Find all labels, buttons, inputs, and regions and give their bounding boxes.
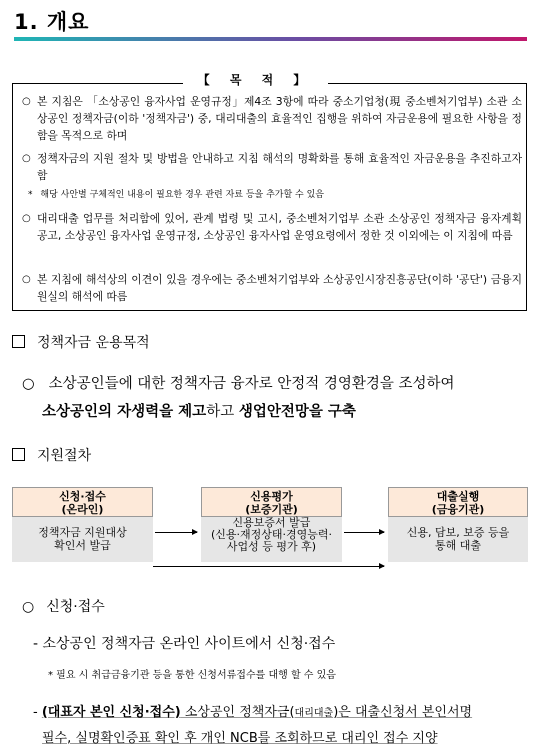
arrow-right-icon — [153, 566, 384, 567]
purpose-label: 【 목 적 】 — [183, 71, 328, 89]
title-underline — [14, 37, 527, 41]
stage-body: 정책자금 지원대상 확인서 발급 — [12, 517, 153, 562]
circle-bullet-icon: ○ — [22, 274, 31, 285]
arrow-right-icon — [344, 532, 384, 533]
purpose-note — [28, 188, 518, 202]
purpose-item-text: 본 지침에 해석상의 이견이 있을 경우에는 중소벤처기업부와 소상공인시장진흥공단(이하 '공단') 금융지원실의 해석에 따름 — [37, 273, 522, 303]
apply-heading — [22, 597, 105, 617]
asterisk-icon: * — [28, 190, 33, 200]
stage-body: 신용, 담보, 보증 등을 통해 대출 — [388, 517, 528, 562]
purpose-note-text: 해당 사안별 구체적인 내용이 필요한 경우 관련 자료 등을 추가할 수 있음 — [40, 190, 324, 200]
apply-item-2-bold: (대표자 본인 신청·접수) — [41, 705, 181, 720]
apply-item-2 — [33, 700, 533, 751]
apply-item-2-a: 소상공인 정책자금( — [180, 705, 295, 720]
stage-title: 대출실행 — [436, 490, 480, 503]
stage-header — [12, 487, 153, 517]
purpose-item-text: 정책자금의 지원 절차 및 방법을 안내하고 지침 해석의 명확화를 통해 효율적인 자금운용을 추진하고자 함 — [37, 152, 522, 182]
arrow-right-icon — [155, 532, 197, 533]
purpose-paragraph — [22, 370, 532, 426]
stage-subtitle: (금융기관) — [431, 503, 485, 516]
circle-bullet-icon: ○ — [22, 376, 35, 392]
square-bullet-icon — [12, 448, 25, 461]
stage-subtitle: (온라인) — [61, 503, 104, 516]
purpose-mid: 하고 — [206, 404, 239, 420]
section-heading-text: 지원절차 — [37, 448, 92, 464]
circle-bullet-icon: ○ — [22, 153, 31, 164]
stage-apply — [12, 487, 153, 562]
purpose-item-text: 대리대출 업무를 처리함에 있어, 관계 법령 및 고시, 중소벤처기업부 소관 소상공인 정책자금 융자계획 공고, 소상공인 융자사업 운영규정, 소상공인 융자사업 운영요령에서 정한 것 이외에는 이 지침에 따름 — [37, 212, 522, 242]
apply-item-1: - 소상공인 정책자금 온라인 사이트에서 신청·접수 — [33, 636, 336, 652]
apply-item-2-small: 대리대출 — [294, 708, 334, 719]
circle-bullet-icon: ○ — [22, 599, 35, 615]
stage-title: 신용평가 — [250, 490, 293, 503]
stage-header — [388, 487, 528, 517]
purpose-bold-2: 생업안전망을 구축 — [238, 404, 356, 420]
purpose-line-1: 소상공인들에 대한 정책자금 융자로 안정적 경영환경을 조성하여 — [48, 376, 455, 392]
circle-bullet-icon: ○ — [22, 213, 31, 224]
apply-note: * 필요 시 취급금융기관 등을 통한 신청서류접수를 대행 할 수 있음 — [48, 670, 336, 681]
section-heading-purpose — [12, 333, 150, 353]
purpose-item-3 — [22, 210, 522, 262]
purpose-bold-1: 소상공인의 자생력을 제고 — [42, 404, 207, 420]
stage-subtitle: (보증기관) — [245, 503, 298, 516]
square-bullet-icon — [12, 335, 25, 348]
apply-item-2-line2: 필수, 실명확인증표 확인 후 개인 NCB를 조회하므로 대리인 접수 지양 — [42, 731, 438, 746]
page-title: 1. 개요 — [14, 10, 90, 34]
apply-item-2-b: )은 대출신청서 본인서명 — [333, 705, 473, 720]
circle-bullet-icon: ○ — [22, 96, 31, 107]
purpose-item-text: 본 지침은 「소상공인 융자사업 운영규정」제4조 3항에 따라 중소기업청(現 중소벤처기업부) 소관 소상공인 정책자금(이하 '정책자금') 중, 대리대출의 효율적인 집행을 위하여 자금운용에 필요한 사항을 정함을 목적으로 하며 — [37, 95, 522, 142]
section-heading-procedure — [12, 446, 91, 466]
purpose-item-1 — [22, 93, 522, 145]
purpose-item-2 — [22, 150, 522, 186]
purpose-item-4 — [22, 271, 522, 307]
stage-loan — [388, 487, 528, 562]
apply-heading-text: 신청·접수 — [46, 599, 105, 615]
stage-header — [201, 487, 342, 517]
stage-title: 신청·접수 — [59, 490, 106, 503]
section-heading-text: 정책자금 운용목적 — [37, 335, 150, 351]
dash-bullet: - — [33, 705, 42, 720]
stage-credit — [201, 487, 342, 562]
stage-body: 신용보증서 발급 (신용·재정상태·경영능력· 사업성 등 평가 후) — [201, 517, 342, 562]
